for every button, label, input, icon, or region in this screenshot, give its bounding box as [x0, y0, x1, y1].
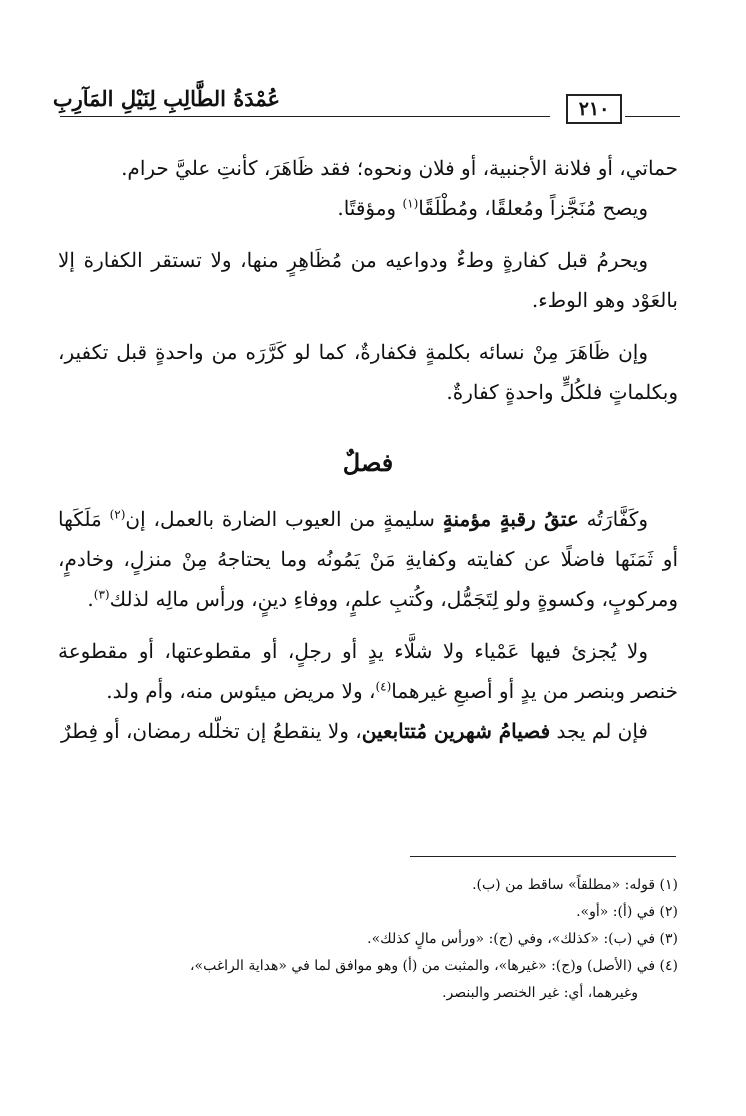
paragraph — [58, 148, 678, 188]
footnote-continuation: وغيرهما، أي: غير الخنصر والبنصر. — [442, 985, 638, 1001]
footnote-marker: (٢) — [109, 507, 126, 522]
paragraph-text: ولا يُجزئ فيها عَمْياء ولا شلَّاء يدٍ أو رجلٍ، أو مقطوعتها، أو مقطوعة خنصر وبنصر من يدٍ أو أصبعِ غيرهما — [58, 639, 678, 703]
paragraph — [58, 631, 678, 711]
page-number: ٢١٠ — [578, 98, 610, 120]
paragraph-text: سليمةٍ من العيوب الضارة بالعمل، إن — [125, 507, 443, 531]
paragraph-text: فإن لم يجد — [550, 719, 648, 743]
page-number-box — [566, 94, 622, 124]
paragraph — [58, 499, 678, 619]
running-title: عُمْدَةُ الطَّالِبِ لِنَيْلِ المَآرِبِ — [52, 86, 280, 111]
paragraph-text: . — [87, 587, 94, 611]
footnote-marker: (١) — [402, 196, 419, 211]
paragraph — [58, 188, 678, 228]
paragraph-text: حماتي، أو فلانة الأجنبية، أو فلان ونحوه؛ فقد ظَاهَرَ، كأنتِ عليَّ حرام. — [121, 156, 678, 180]
header-rule-left — [60, 116, 550, 117]
footnote-separator — [410, 856, 676, 857]
paragraph — [58, 332, 678, 412]
paragraph-text: ويحرمُ قبل كفارةٍ وطءٌ ودواعيه من مُظَاهِرٍ منها، ولا تستقر الكفارة إلا بالعَوْد وهو الوطء. — [58, 248, 678, 312]
footnote: (١) قوله: «مطلقاً» ساقط من (ب). — [472, 877, 678, 893]
section-heading: فصلٌ — [342, 448, 394, 477]
emphasized-text: عتقُ رقبةٍ مؤمنةٍ — [442, 507, 579, 531]
paragraph-text: ويصح مُنَجَّزاً ومُعلقًا، ومُطْلَقًا — [418, 196, 648, 220]
footnote-marker: (٣) — [93, 587, 110, 602]
paragraph-text: ومؤقتًا. — [337, 196, 403, 220]
header-rule-right — [625, 116, 680, 117]
footnote: (٢) في (أ): «أو». — [576, 904, 678, 920]
footnotes — [58, 872, 678, 1007]
footnote: (٤) في (الأصل) و(ج): «غيرها»، والمثبت من (أ) وهو موافق لما في «هداية الراغب»، — [189, 958, 678, 974]
emphasized-text: فصيامُ شهرين مُتتابعين — [361, 719, 551, 743]
main-text — [58, 148, 678, 751]
paragraph-text: مَلَكَها أو ثَمَنَها فاضلًا عن كفايته وكفايةِ مَنْ يَمُونُه وما يحتاجهُ مِنْ منزلٍ، وخادمٍ، ومركوبٍ، وكسوةٍ ولو لِتَجَمُّل، وكُتبِ علمٍ، ووفاءِ دينٍ، ورأس مالِه لذلك — [58, 507, 678, 611]
paragraph-text: وإن ظَاهَرَ مِنْ نسائه بكلمةٍ فكفارةٌ، كما لو كَرَّرَه من واحدةٍ قبل تكفير، وبكلماتٍ فلكُلٍّ واحدةٍ كفارةٌ. — [58, 340, 678, 404]
page-header — [52, 78, 680, 124]
paragraph — [58, 711, 678, 751]
footnote: (٣) في (ب): «كذلك»، وفي (ج): «ورأس مالٍ كذلك». — [367, 931, 678, 947]
paragraph — [58, 240, 678, 320]
paragraph-text: ، ولا مريض ميئوس منه، وأم ولد. — [106, 679, 376, 703]
paragraph-text: ، ولا ينقطعُ إن تخلّله رمضان، أو فِطرٌ — [61, 719, 362, 743]
footnote-marker: (٤) — [375, 679, 392, 694]
paragraph-text: وكَفَّارَتُه — [578, 507, 648, 531]
